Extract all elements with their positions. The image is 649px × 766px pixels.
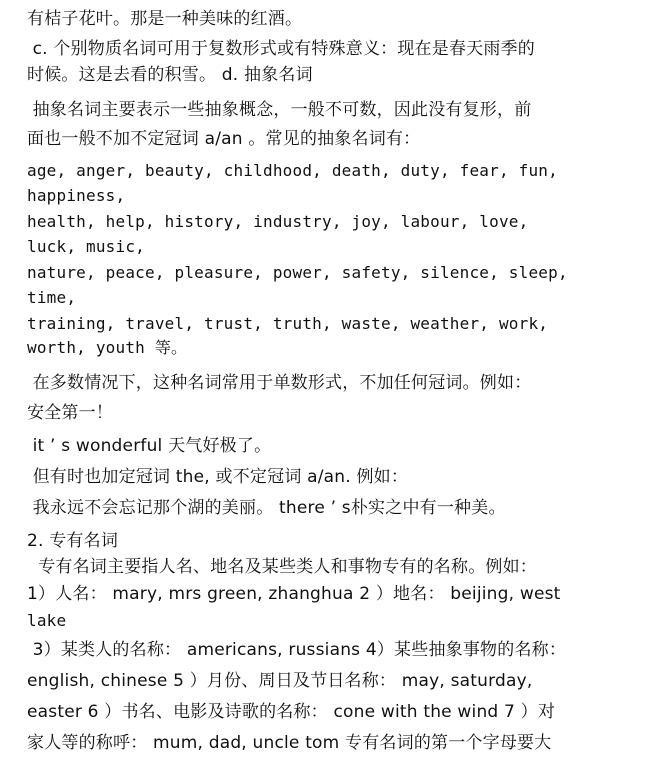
text-line-10: nature, peace, pleasure, power, safety, silence, sleep, [27,263,568,282]
text-line-22: lake [27,611,67,630]
text-line-18: 我永远不会忘记那个湖的美丽。 there ’ s朴实之中有一种美。 [27,498,506,518]
text-line-1: 有桔子花叶。那是一种美味的红酒。 [27,9,303,29]
text-line-13: worth, youth 等。 [27,338,188,357]
text-line-25: easter 6 ）书名、电影及诗歌的名称： cone with the wind 7 ）对 [27,702,556,722]
text-line-7: happiness, [27,186,126,205]
text-line-15: 安全第一！ [27,403,113,423]
text-line-6: age, anger, beauty, childhood, death, duty, fear, fun, [27,161,558,180]
text-line-2: c. 个别物质名词可用于复数形式或有特殊意义：现在是春天雨季的 [27,39,535,59]
text-line-11: time, [27,288,77,307]
text-line-20: 专有名词主要指人名、地名及某些类人和事物专有的名称。例如： [27,557,538,577]
text-line-5: 面也一般不加不定冠词 a/an 。常见的抽象名词有： [27,129,421,149]
text-line-9: luck, music, [27,237,145,256]
text-line-26: 家人等的称呼： mum, dad, uncle tom 专有名词的第一个字母要大 [27,733,552,753]
text-line-17: 但有时也加定冠词 the, 或不定冠词 a/an. 例如： [27,467,409,487]
text-line-12: training, travel, trust, truth, waste, weather, work, [27,314,549,333]
text-line-24: english, chinese 5 ）月份、周日及节日名称： may, saturday, [27,671,533,691]
text-line-19: 2. 专有名词 [27,531,119,551]
text-line-3: 时候。这是去看的积雪。 d. 抽象名词 [27,65,313,85]
text-line-4: 抽象名词主要表示一些抽象概念，一般不可数，因此没有复形，前 [27,100,532,120]
text-line-16: it ’ s wonderful 天气好极了。 [27,436,272,456]
text-line-21: 1）人名： mary, mrs green, zhanghua 2 ）地名： beijing, west [27,584,561,604]
text-line-14: 在多数情况下，这种名词常用于单数形式，不加任何冠词。例如： [27,373,532,393]
text-line-8: health, help, history, industry, joy, labour, love, [27,212,529,231]
text-line-23: 3）某类人的名称： americans, russians 4）某些抽象事物的名称： [27,640,567,660]
